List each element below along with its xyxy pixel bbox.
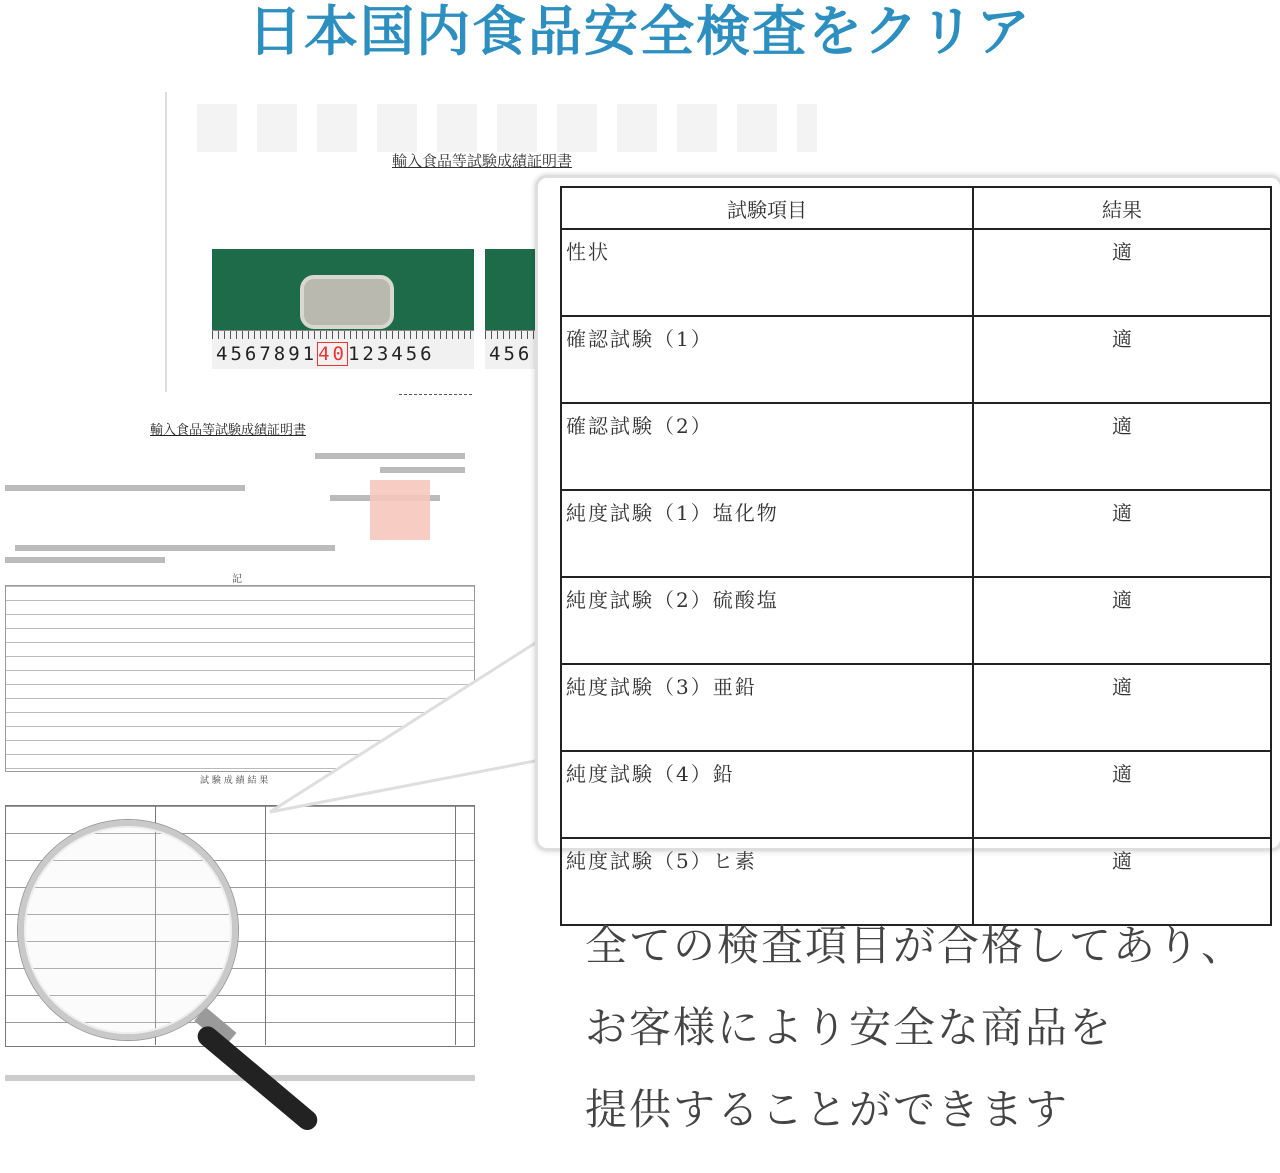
header-result: 結果	[973, 187, 1271, 229]
table-row	[561, 316, 1271, 403]
product-photo	[212, 249, 474, 369]
table-row	[561, 229, 1271, 316]
headline: 日本国内食品安全検査をクリア	[248, 0, 1032, 63]
rear-certificate-title: 輸入食品等試験成績証明書	[392, 152, 573, 170]
test-result: 適	[973, 229, 1271, 316]
table-row	[561, 403, 1271, 490]
measuring-tape	[212, 330, 474, 369]
text-line	[380, 467, 465, 473]
test-item: 純度試験（2）硫酸塩	[561, 577, 973, 664]
table-row	[561, 751, 1271, 838]
test-result: 適	[973, 316, 1271, 403]
test-item: 純度試験（3）亜鉛	[561, 664, 973, 751]
test-result: 適	[973, 490, 1271, 577]
front-certificate-title: 輸入食品等試験成績証明書	[150, 423, 307, 438]
test-result: 適	[973, 751, 1271, 838]
ruler-numbers: 456789140123456	[216, 343, 435, 365]
ruler-numbers-partial: 456	[489, 343, 533, 365]
text-line	[315, 453, 465, 459]
table-column-line	[265, 805, 266, 1045]
conclusion-text	[585, 905, 1275, 1151]
conclusion-line: 提供することができます	[585, 1085, 1070, 1134]
test-result: 適	[973, 577, 1271, 664]
table-column-line	[455, 805, 456, 1045]
application-form-table	[5, 585, 475, 772]
text-line	[5, 485, 245, 491]
test-item: 性状	[561, 229, 973, 316]
blurred-header	[197, 104, 817, 152]
section-ki: 記	[232, 574, 242, 585]
table-header-row	[561, 187, 1271, 229]
official-seal	[370, 480, 430, 540]
conclusion-line: 全ての検査項目が合格してあり、	[585, 921, 1246, 970]
header-test-item: 試験項目	[561, 187, 973, 229]
zoomed-results-panel	[535, 175, 1280, 873]
test-result: 適	[973, 403, 1271, 490]
table-row	[561, 490, 1271, 577]
magnifying-glass-icon	[18, 820, 238, 1040]
test-item: 確認試験（2）	[561, 403, 973, 490]
filter-sample-image	[300, 275, 394, 329]
text-line	[15, 545, 335, 551]
section-results-heading: 試 験 成 績 結 果	[200, 776, 269, 786]
text-line	[5, 557, 165, 563]
test-item: 純度試験（4）鉛	[561, 751, 973, 838]
test-item: 純度試験（5）ヒ素	[561, 838, 973, 925]
test-item: 純度試験（1）塩化物	[561, 490, 973, 577]
conclusion-line: お客様により安全な商品を	[585, 1003, 1114, 1052]
test-result: 適	[973, 838, 1271, 925]
test-result: 適	[973, 664, 1271, 751]
table-row	[561, 664, 1271, 751]
test-item: 確認試験（1）	[561, 316, 973, 403]
table-row	[561, 577, 1271, 664]
results-table	[560, 186, 1272, 926]
